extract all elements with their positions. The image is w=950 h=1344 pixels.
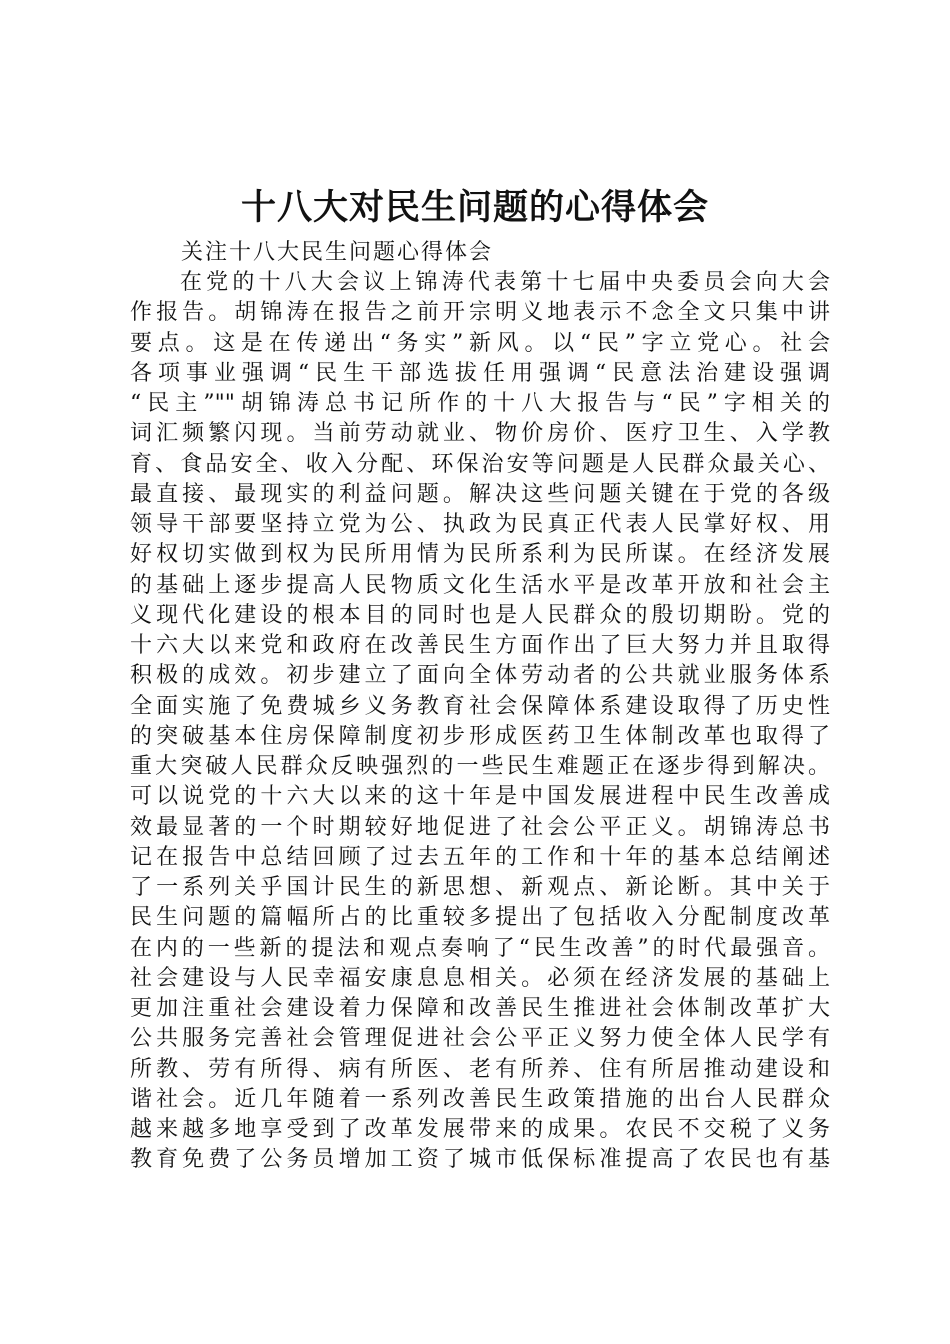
- body-line: 更加注重社会建设着力保障和改善民生推进社会体制改革扩大: [130, 996, 830, 1021]
- body-line: 作报告。胡锦涛在报告之前开宗明义地表示不念全文只集中讲: [130, 300, 830, 326]
- body-line: 最直接、最现实的利益问题。解决这些问题关键在于党的各级: [130, 481, 830, 507]
- body-line: 公共服务完善社会管理促进社会公平正义努力使全体人民学有: [130, 1026, 830, 1052]
- body-line: 十六大以来党和政府在改善民生方面作出了巨大努力并且取得: [130, 633, 830, 658]
- body-line: 可以说党的十六大以来的这十年是中国发展进程中民生改善成: [130, 784, 830, 810]
- body-line: 领导干部要坚持立党为公、执政为民真正代表人民掌好权、用: [130, 512, 830, 537]
- body-line: 积极的成效。初步建立了面向全体劳动者的公共就业服务体系: [130, 663, 830, 689]
- document-body: [130, 268, 830, 1176]
- body-line: 重大突破人民群众反映强烈的一些民生难题正在逐步得到解决。: [130, 754, 830, 779]
- body-line: 效最显著的一个时期较好地促进了社会公平正义。胡锦涛总书: [130, 814, 830, 840]
- body-line: 要点。这是在传递出“务实”新风。以“民”字立党心。社会: [130, 330, 830, 356]
- body-line: 的突破基本住房保障制度初步形成医药卫生体制改革也取得了: [130, 723, 830, 749]
- body-line: 义现代化建设的根本目的同时也是人民群众的殷切期盼。党的: [130, 602, 830, 628]
- body-line: 所教、劳有所得、病有所医、老有所养、住有所居推动建设和: [130, 1056, 830, 1082]
- body-line: 谐社会。近几年随着一系列改善民生政策措施的出台人民群众: [130, 1086, 830, 1112]
- body-line: 在党的十八大会议上锦涛代表第十七届中央委员会向大会: [180, 270, 830, 295]
- body-line: 全面实施了免费城乡义务教育社会保障体系建设取得了历史性: [130, 693, 830, 719]
- body-line: “民主”""胡锦涛总书记所作的十八大报告与“民”字相关的: [130, 391, 830, 416]
- body-line: 育、食品安全、收入分配、环保治安等问题是人民群众最关心、: [130, 451, 830, 477]
- body-line: 词汇频繁闪现。当前劳动就业、物价房价、医疗卫生、入学教: [130, 421, 830, 447]
- body-line: 的基础上逐步提高人民物质文化生活水平是改革开放和社会主: [130, 572, 830, 598]
- document-title: 十八大对民生问题的心得体会: [240, 188, 709, 228]
- body-line: 民生问题的篇幅所占的比重较多提出了包括收入分配制度改革: [130, 905, 830, 931]
- body-line: 教育免费了公务员增加工资了城市低保标准提高了农民也有基: [130, 1147, 830, 1173]
- body-line: 好权切实做到权为民所用情为民所系利为民所谋。在经济发展: [130, 542, 830, 568]
- document-subtitle: 关注十八大民生问题心得体会: [181, 240, 494, 265]
- body-line: 记在报告中总结回顾了过去五年的工作和十年的基本总结阐述: [130, 844, 830, 870]
- body-line: 各项事业强调“民生干部选拔任用强调“民意法治建设强调: [130, 360, 830, 386]
- body-line: 社会建设与人民幸福安康息息相关。必须在经济发展的基础上: [130, 965, 830, 991]
- body-line: 在内的一些新的提法和观点奏响了“民生改善”的时代最强音。: [130, 935, 830, 961]
- body-line: 越来越多地享受到了改革发展带来的成果。农民不交税了义务: [130, 1117, 830, 1142]
- body-line: 了一系列关乎国计民生的新思想、新观点、新论断。其中关于: [130, 875, 830, 900]
